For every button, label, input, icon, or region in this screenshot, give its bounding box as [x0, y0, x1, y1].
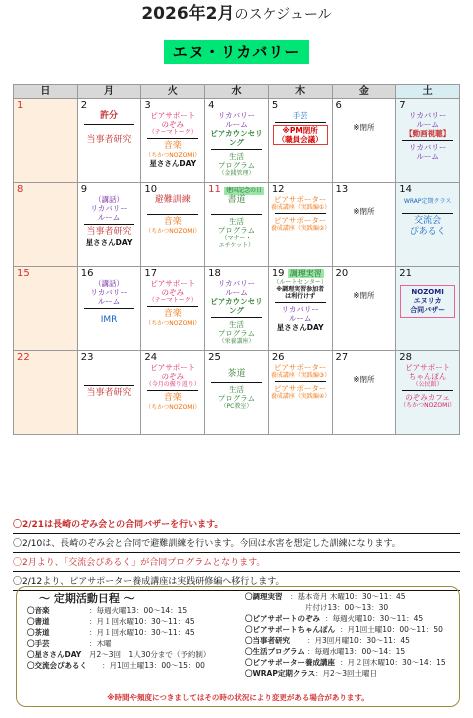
day-cell: [77, 99, 141, 183]
notice-item: 〇2/12より、ピアサポーター養成講座は実践研修編へ移行します。: [13, 577, 460, 591]
day-cell: [268, 351, 332, 435]
activity-detail: ：毎週火曜10：30〜11：45: [325, 614, 424, 623]
day-cell: [396, 267, 460, 351]
calendar-week-row: [14, 267, 460, 351]
event-label: ピアサポーター: [273, 195, 327, 204]
activity-name: 〇交流会ぴあるく: [27, 661, 87, 670]
divider: [147, 390, 198, 391]
notice-item: 〇2/21は長崎のぞみ会との合同バザーを行います。: [13, 520, 460, 534]
calendar-week-row: [14, 99, 460, 183]
event-label: （公民館）: [412, 381, 443, 388]
divider: [211, 317, 262, 318]
day-number: 20: [335, 268, 349, 279]
event-label: 生活: [228, 385, 244, 394]
event-label: 交流会: [414, 216, 442, 226]
event-label: リカバリー: [281, 305, 319, 314]
day-number: 27: [335, 352, 349, 363]
event-label: プログラム: [217, 161, 256, 170]
day-cell: [14, 99, 78, 183]
activity-item: [27, 605, 232, 616]
title-rest: のスケジュール: [234, 7, 332, 23]
event-label: ピアサポート: [405, 363, 451, 372]
day-cell: [396, 351, 460, 435]
divider: [147, 306, 198, 307]
event-label: ルーム: [97, 297, 121, 306]
divider: [211, 149, 262, 150]
event-label: は利行けず: [285, 293, 316, 300]
day-number: 3: [144, 100, 151, 111]
day-cell: [332, 267, 396, 351]
event-label: ルーム: [288, 314, 312, 323]
divider: [211, 214, 262, 215]
activity-name: 〇ピアサポートちゃんぽん: [245, 625, 335, 634]
day-cell: [205, 351, 269, 435]
event-label: WRAP定期クラス: [403, 198, 452, 205]
day-cell: [332, 99, 396, 183]
event-label: ピアサポーター: [273, 384, 327, 393]
event-label: のぞみ: [161, 372, 184, 381]
day-number-text: 19: [271, 268, 285, 279]
event-label: 音楽: [163, 309, 182, 319]
activity-column-right: [245, 591, 455, 679]
event-label: ※閉所: [353, 375, 375, 384]
event-label: 星ささんDAY: [149, 159, 197, 168]
day-cell: [332, 351, 396, 435]
day-number: 6: [335, 100, 342, 111]
event-label: 生活: [228, 320, 244, 329]
title-year-month: 2026年2月: [141, 4, 235, 24]
day-number: 15: [17, 268, 30, 279]
event-label: 生活: [228, 217, 244, 226]
day-number: 25: [208, 352, 221, 363]
day-number: [205, 183, 268, 195]
bazaar-badge: [400, 285, 455, 318]
divider: [84, 385, 135, 386]
event-label: のぞみカフェ: [405, 393, 450, 402]
day-number: 4: [208, 100, 215, 111]
activity-detail: ：月1回土曜13：00〜15：00: [102, 661, 205, 670]
closure-notice: [273, 125, 328, 145]
weekday-thu: 木: [268, 85, 332, 99]
weekday-fri: 金: [332, 85, 396, 99]
event-label: プログラム: [217, 226, 256, 235]
event-label: ルーム: [225, 288, 248, 297]
divider: [402, 140, 453, 141]
event-label: ルーム: [225, 120, 248, 129]
event-label: ピアカウンセリング: [210, 297, 263, 315]
event-label: ぴあるく: [409, 227, 446, 237]
holiday-label: 建国記念の日: [226, 187, 263, 194]
day-number: 14: [399, 184, 412, 195]
event-label: ピアカウンセリング: [210, 129, 263, 147]
day-number: 9: [80, 184, 88, 195]
closure-notice-label: ※PM閉所: [282, 126, 318, 135]
day-cell: [268, 267, 332, 351]
activity-item: [27, 638, 232, 649]
divider: [84, 124, 135, 125]
divider: [402, 390, 453, 391]
event-label: 【動画視聴】: [405, 129, 451, 138]
event-label: リカバリー: [217, 111, 256, 120]
day-number: 28: [399, 352, 412, 363]
activity-name: 〇WRAP定期クラス: [245, 669, 316, 678]
day-cell: [205, 183, 269, 267]
event-label: （ルートセンター）: [273, 279, 327, 286]
event-label: （PC教室）: [220, 403, 253, 410]
weekday-header-row: [14, 85, 460, 99]
divider: [84, 308, 135, 309]
day-cell: [141, 99, 205, 183]
event-label: リカバリー: [217, 279, 256, 288]
activity-name: 〇生活プログラム: [245, 647, 305, 656]
event-label: （テーマトーク）: [148, 129, 197, 136]
divider: [275, 381, 326, 382]
day-number: 12: [271, 184, 285, 195]
day-cell: [77, 183, 141, 267]
activity-name: 〇書道: [27, 617, 50, 626]
event-label: 養成講座（実践編①）: [270, 204, 331, 211]
event-label: ルーム: [97, 213, 121, 222]
event-label: ※閉所: [353, 207, 375, 216]
activity-item: [27, 616, 232, 627]
activity-item: [245, 657, 455, 668]
event-label: 当事者研究: [86, 388, 132, 398]
activity-item: [245, 635, 455, 646]
activity-detail: ：月１回水曜10：30〜11：45: [89, 628, 195, 637]
page-title: [0, 6, 473, 23]
event-label: 手芸: [292, 111, 308, 120]
event-label: （ちかつNOZOMI）: [145, 320, 201, 327]
activity-detail: ：木曜: [89, 639, 112, 648]
event-label: プログラム: [217, 329, 256, 338]
event-label: 音楽: [163, 393, 182, 403]
day-number: 22: [17, 352, 30, 363]
day-number: [269, 267, 332, 279]
event-label: 音楽: [163, 141, 182, 151]
event-label: （講話）: [94, 195, 125, 204]
activity-item: [245, 646, 455, 657]
activity-item: [27, 660, 232, 671]
activity-name: 〇ピアサポーター養成講座: [245, 658, 335, 667]
day-cell: [205, 99, 269, 183]
day-number: 24: [144, 352, 158, 363]
day-cell: [141, 351, 205, 435]
divider: [84, 224, 135, 225]
activity-detail: ：月１回水曜10：30〜11：45: [89, 617, 195, 626]
event-label: 星ささんDAY: [85, 238, 133, 247]
activity-column-left: [27, 605, 232, 671]
event-label: 書道: [227, 195, 246, 205]
day-cell: [77, 351, 141, 435]
event-label: 許分: [100, 111, 119, 121]
activity-detail: 片付け13：00〜13：30: [245, 603, 389, 612]
event-label: のぞみ: [161, 120, 184, 129]
activity-name: 〇当事者研究: [245, 636, 290, 645]
divider: [275, 302, 326, 303]
event-label: （マナー・: [221, 235, 252, 242]
event-label: （ちかつNOZOMI）: [145, 228, 201, 235]
event-label: エチケット）: [218, 242, 255, 249]
weekday-tue: 火: [141, 85, 205, 99]
notice-list: [13, 520, 460, 596]
event-label: リカバリー: [408, 111, 447, 120]
day-cell: [268, 183, 332, 267]
subtitle-banner: エヌ・リカバリー: [164, 40, 309, 64]
event-label: のぞみ: [161, 288, 184, 297]
badge-line: NOZOMI: [411, 288, 444, 296]
activity-item: [27, 627, 232, 638]
day-number: 17: [144, 268, 158, 279]
event-label: 養成講座（実践編②）: [270, 225, 331, 232]
event-label: 養成講座（実践編③）: [270, 372, 331, 379]
activity-name: 〇茶道: [27, 628, 50, 637]
weekday-sun: 日: [14, 85, 78, 99]
panel-footnote: ※時間や頻度につきましてはその時の状況により変更がある場合があります。: [107, 693, 369, 702]
day-number: 2: [80, 100, 88, 111]
event-label: （今月の振り返り）: [145, 381, 200, 388]
event-label: IMR: [100, 315, 118, 325]
divider: [147, 138, 198, 139]
event-label: ピアサポーター: [273, 363, 327, 372]
day-number: 7: [399, 100, 406, 111]
calendar-week-row: [14, 351, 460, 435]
activity-detail: ：月２回木曜10：30〜14：15: [340, 658, 446, 667]
event-label: ピアサポーター: [273, 216, 327, 225]
event-label: （講話）: [94, 279, 125, 288]
event-label: リカバリー: [90, 288, 128, 297]
divider: [402, 213, 453, 214]
day-number: 13: [335, 184, 349, 195]
activity-item: [245, 668, 455, 679]
panel-title: 〜 定期活動日程 〜: [39, 592, 135, 605]
day-number: 5: [271, 100, 279, 111]
badge-line: 合同バザー: [410, 306, 446, 314]
closure-notice-detail: （職員会議）: [277, 135, 323, 144]
event-label: （ちかつNOZOMI）: [400, 402, 456, 409]
event-label: （ちかつNOZOMI）: [145, 404, 201, 411]
event-label: 音楽: [163, 217, 182, 227]
event-label: リカバリー: [408, 143, 447, 152]
event-label: （栄養講座）: [218, 338, 255, 345]
day-number: 21: [399, 268, 412, 279]
event-label: 避難訓練: [154, 195, 191, 205]
event-label: ピアサポート: [150, 363, 196, 372]
day-cell: [141, 183, 205, 267]
event-label: ピアサポート: [150, 279, 196, 288]
event-label: リカバリー: [90, 204, 128, 213]
day-number: 16: [80, 268, 94, 279]
day-cell: [268, 99, 332, 183]
activity-detail: ：基本奇月 木曜10：30〜11：45: [290, 592, 406, 601]
event-label: 当事者研究: [86, 135, 132, 145]
divider: [275, 213, 326, 214]
notice-item: 〇2月より、「交流会ぴあるく」が合同プログラムとなります。: [13, 558, 460, 572]
day-number: 18: [208, 268, 221, 279]
event-label: 星ささんDAY: [276, 323, 324, 332]
day-cell: [14, 267, 78, 351]
activity-detail: ：月1回土曜10：00〜11：50: [340, 625, 443, 634]
day-cell: [332, 183, 396, 267]
activity-item: [245, 602, 455, 613]
divider: [275, 122, 326, 123]
event-label: 茶道: [227, 369, 246, 379]
event-label: （テーマトーク）: [148, 297, 197, 304]
day-number: 1: [17, 100, 24, 111]
activity-item: [245, 624, 455, 635]
day-number-text: 11: [208, 184, 221, 195]
event-label: ルーム: [416, 152, 439, 161]
notice-item: 〇2/10は、長崎のぞみ会と合同で避難訓練を行います。今回は水害を想定した訓練になります。: [13, 539, 460, 553]
event-label: ルーム: [416, 120, 439, 129]
day-number: 8: [17, 184, 24, 195]
activity-detail: ：毎週火曜13：00〜14：15: [89, 606, 188, 615]
event-label: ちゃんぽん: [408, 372, 447, 381]
event-label: （ちかつNOZOMI）: [145, 152, 201, 159]
activity-detail: ：月2〜3回土曜日: [315, 669, 378, 678]
day-cell: [77, 267, 141, 351]
event-label: 生活: [228, 152, 244, 161]
activity-name: 〇星ささんDAY: [27, 650, 82, 659]
day-cell: [141, 267, 205, 351]
badge-line: エヌリカ: [413, 297, 442, 305]
event-label: （金銭管理）: [218, 170, 255, 177]
event-label: 当事者研究: [86, 227, 132, 237]
day-cell: [396, 183, 460, 267]
event-label: 養成講座（実践編④）: [270, 393, 331, 400]
activity-name: 〇調理実習: [245, 592, 283, 601]
event-label: ピアサポート: [150, 111, 196, 120]
activity-item: [245, 591, 455, 602]
activity-detail: ：毎週水曜13：00〜14：15: [307, 647, 406, 656]
event-highlight: 調理実習: [289, 269, 322, 278]
day-number: 10: [144, 184, 158, 195]
weekday-sat: 土: [396, 85, 460, 99]
activity-item: [245, 613, 455, 624]
activity-detail: ：月3回月曜10：30〜11：45: [307, 636, 410, 645]
day-cell: [205, 267, 269, 351]
activity-name: 〇ピアサポートのぞみ: [245, 614, 320, 623]
day-cell: [14, 183, 78, 267]
activity-detail: 月2〜3回 1人30分まで（予約制）: [89, 650, 211, 659]
regular-activities-panel: [16, 586, 460, 707]
activity-item: [27, 649, 232, 660]
calendar-table: [13, 84, 460, 435]
event-label: プログラム: [217, 394, 256, 403]
day-cell: [14, 351, 78, 435]
divider: [211, 382, 262, 383]
activity-name: 〇手芸: [27, 639, 50, 648]
day-number: 26: [271, 352, 285, 363]
weekday-wed: 水: [205, 85, 269, 99]
activity-name: 〇音楽: [27, 606, 50, 615]
event-label: ※調理実習参加者: [276, 286, 325, 293]
weekday-mon: 月: [77, 85, 141, 99]
event-label: ※閉所: [353, 291, 375, 300]
event-label: ※閉所: [353, 123, 375, 132]
day-number: 23: [80, 352, 94, 363]
calendar-week-row: [14, 183, 460, 267]
day-cell: [396, 99, 460, 183]
divider: [147, 214, 198, 215]
